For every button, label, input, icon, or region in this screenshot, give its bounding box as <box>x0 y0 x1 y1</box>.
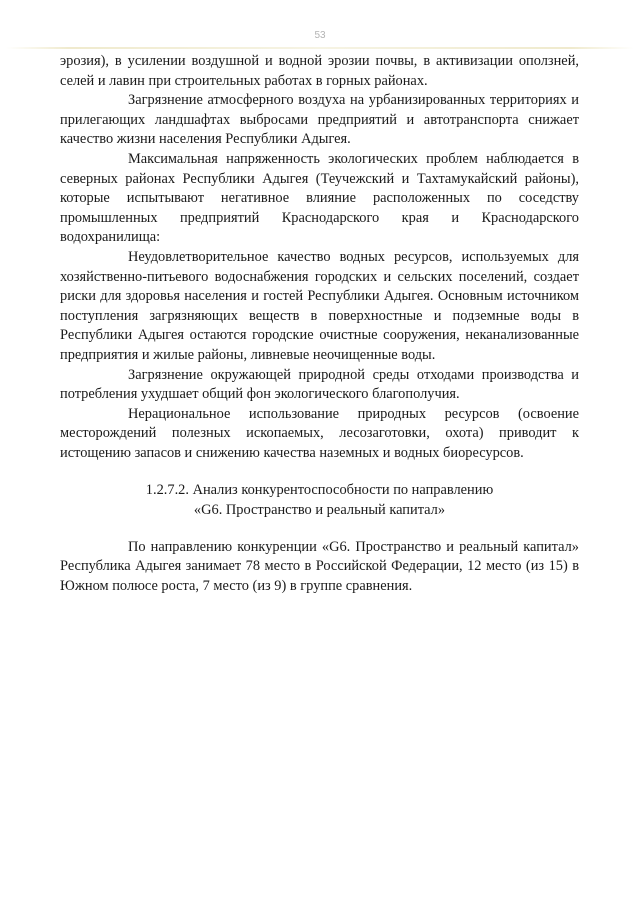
closing-paragraph: По направлению конкуренции «G6. Пространство и реальный капитал» Республика Адыгея занимает 78 место в Российской Федерации, 12 место (из 15) в Южном полюсе роста, 7 место (из 9) в группе сравнения. <box>60 538 579 594</box>
paragraph-3: Максимальная напряженность экологических проблем наблюдается в северных районах Республики Адыгея (Теучежский и Тахтамукайский районы), которые испытывают негативное влияние расположенных по соседству промышленных предприятий Краснодарского края и Краснодарского водохранилища: <box>60 150 579 246</box>
section-heading <box>60 463 579 520</box>
paragraph-5: Загрязнение окружающей природной среды отходами производства и потребления ухудшает общий фон экологического благополучия. <box>60 366 579 403</box>
page-number: 53 <box>314 30 326 41</box>
section-heading-line-1: 1.2.7.2. Анализ конкурентоспособности по направлению <box>145 482 494 499</box>
paragraph-6: Нерациональное использование природных ресурсов (освоение месторождений полезных ископаемых, лесозаготовки, охота) приводит к истощению запасов и снижению качества наземных и водных биоресурсов. <box>60 405 579 461</box>
section-heading-line-2: «G6. Пространство и реальный капитал» <box>193 502 446 519</box>
paragraph-4: Неудовлетворительное качество водных ресурсов, используемых для хозяйственно-питьевого водоснабжения городских и сельских поселений, создает риски для здоровья населения и гостей Республики Адыгея. Основным источником поступления загрязняющих веществ в поверхностные и подземные воды в Республики Адыгея остаются городские очистные сооружения, неканализованные предприятия и жилые районы, ливневые неочищенные воды. <box>60 248 579 363</box>
scan-artifact-line <box>6 47 634 49</box>
paragraph-1: эрозия), в усилении воздушной и водной эрозии почвы, в активизации оползней, селей и лавин при строительных работах в горных районах. <box>60 53 579 89</box>
paragraph-2: Загрязнение атмосферного воздуха на урбанизированных территориях и прилегающих ландшафтах выбросами предприятий и автотранспорта снижает качество жизни населения Республики Адыгея. <box>60 92 579 148</box>
spacer <box>60 521 579 538</box>
document-body <box>60 52 579 596</box>
